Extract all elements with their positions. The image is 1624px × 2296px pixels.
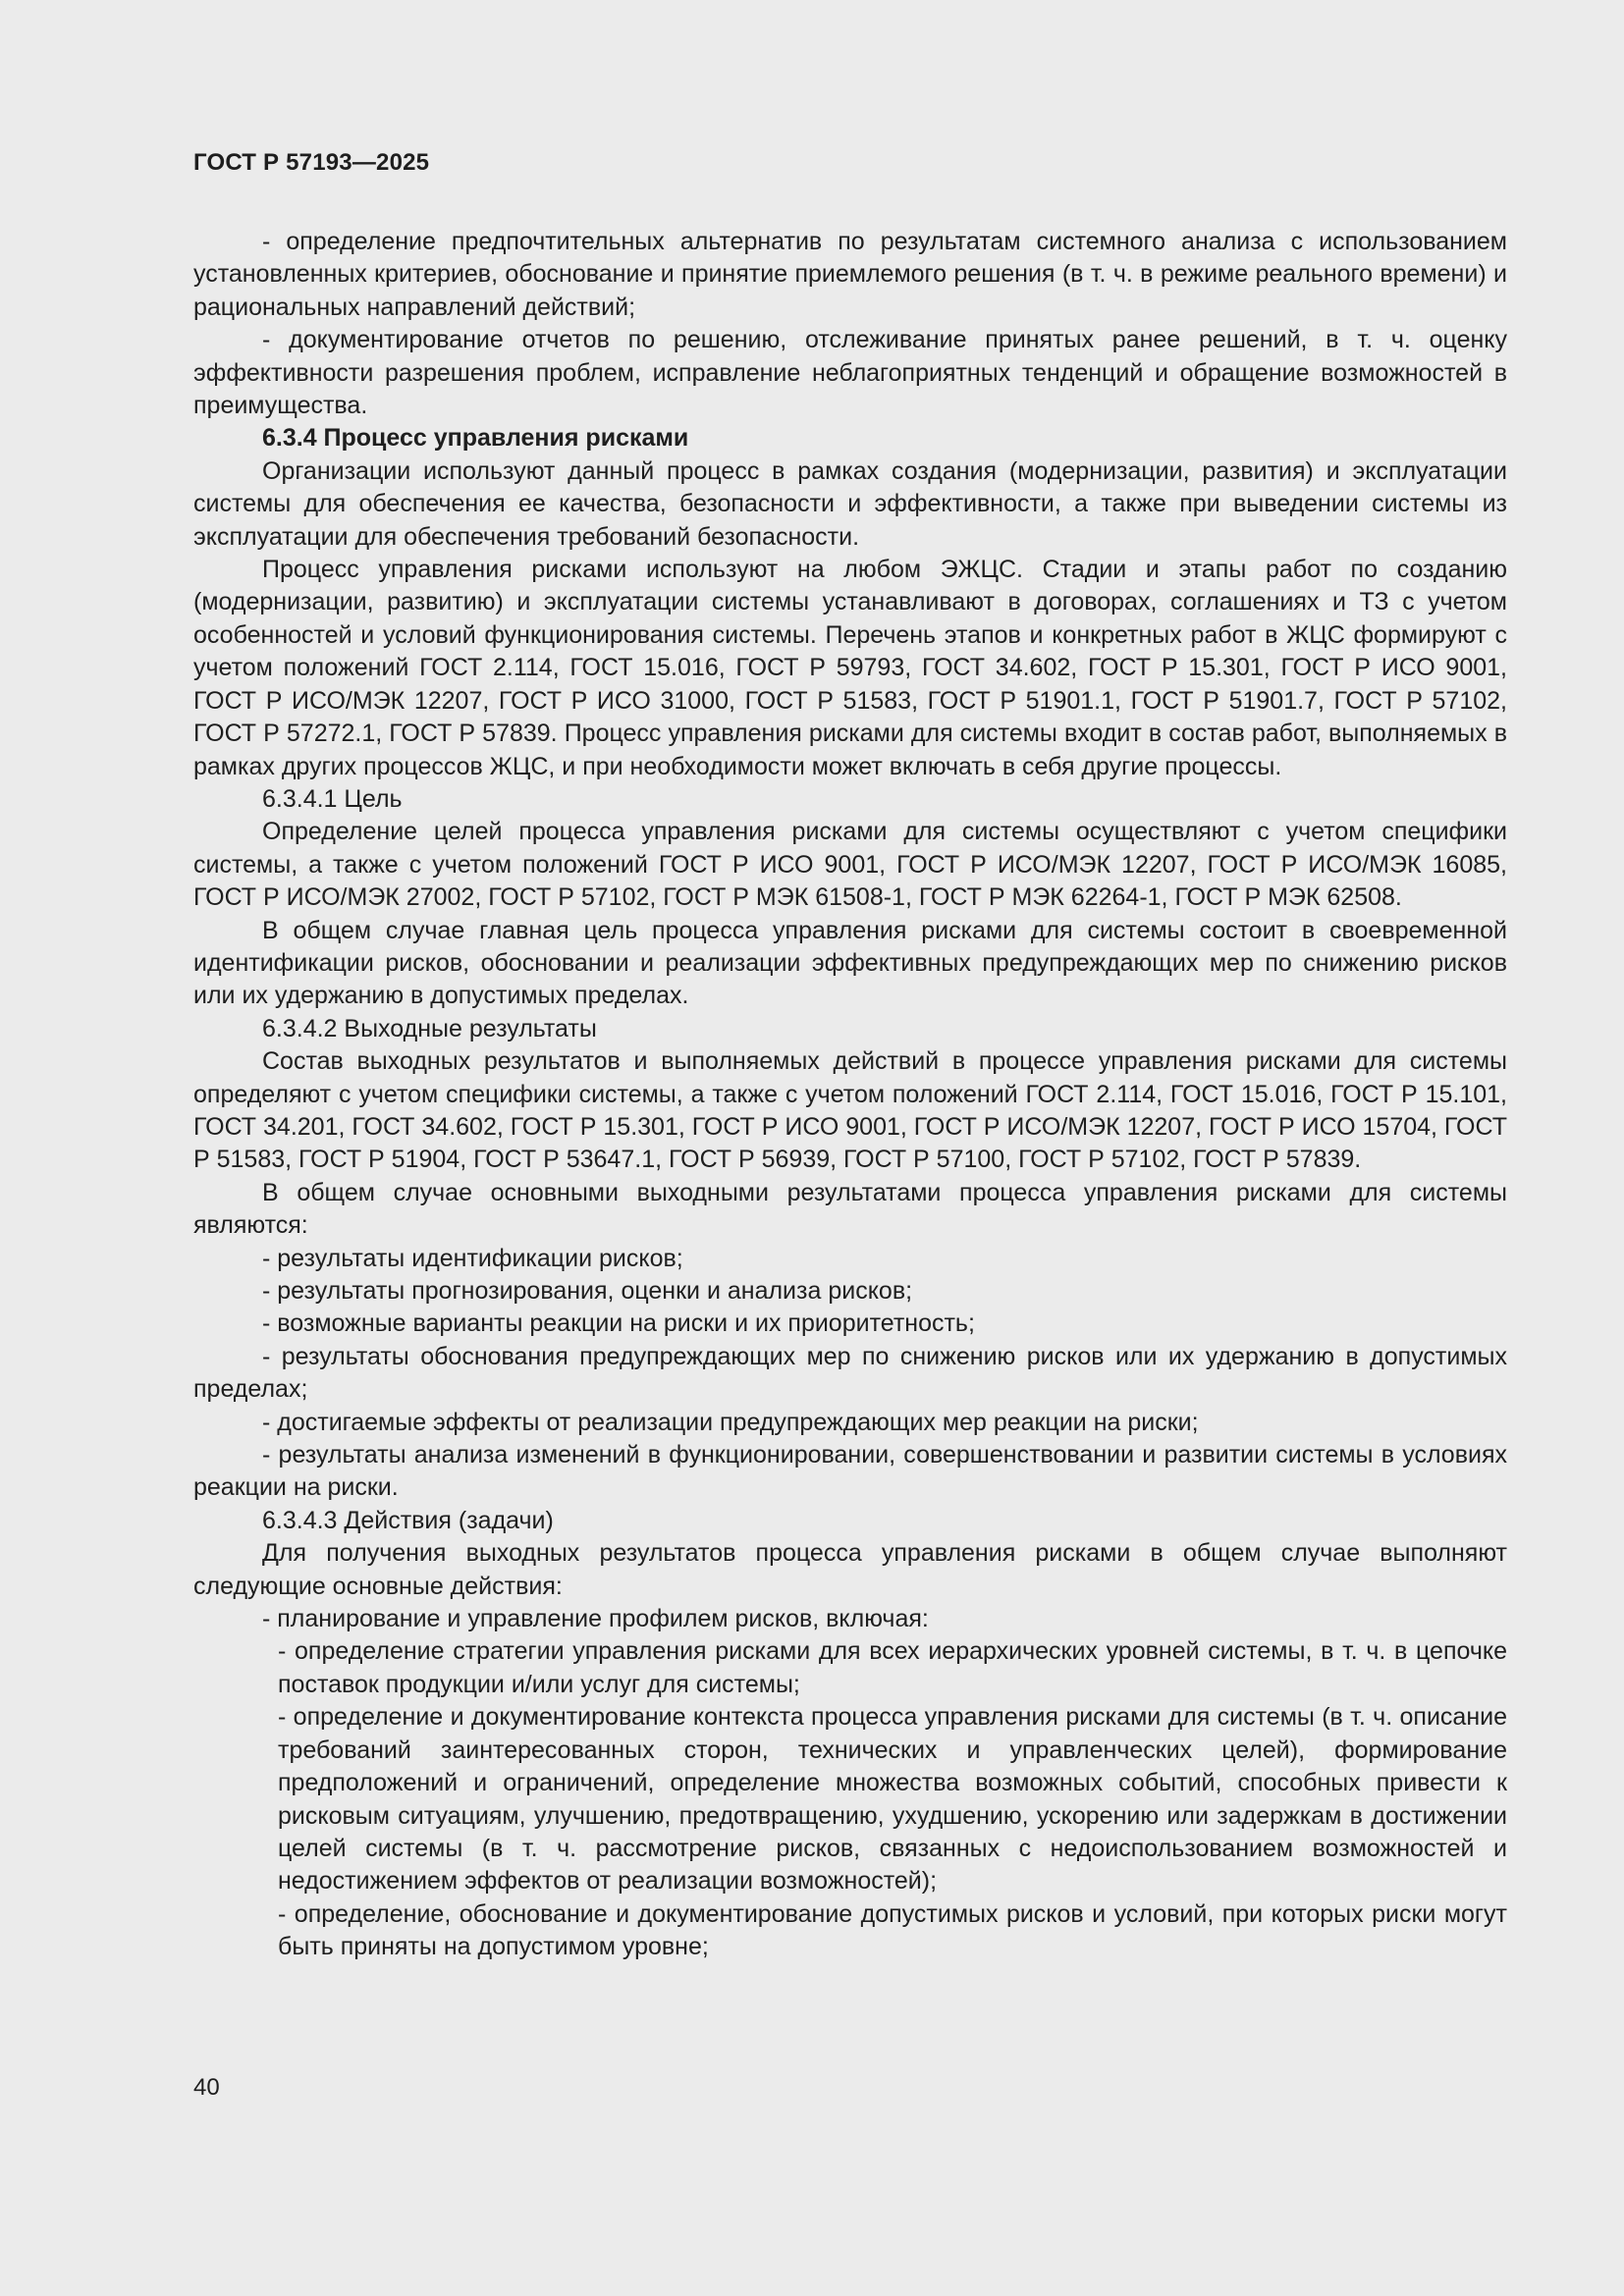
list-item: - результаты обоснования предупреждающих мер по снижению рисков или их удержанию в допустимых пределах; — [193, 1342, 1507, 1404]
paragraph: - определение предпочтительных альтернатив по результатам системного анализа с использованием установленных критериев, обоснование и принятие приемлемого решения (в т. ч. в режиме реального времени) и рациональных направлений действий; — [193, 228, 1507, 321]
page-number: 40 — [193, 2074, 220, 2101]
list-item: - достигаемые эффекты от реализации предупреждающих мер реакции на риски; — [262, 1408, 1199, 1436]
paragraph: В общем случае главная цель процесса управления рисками для системы состоит в своевременной идентификации рисков, обосновании и реализации эффективных предупреждающих мер по снижению рисков или их удержанию в допустимых пределах. — [193, 916, 1507, 1010]
subsection-heading: 6.3.4.2 Выходные результаты — [262, 1014, 597, 1042]
sub-list-item: - определение, обоснование и документирование допустимых рисков и условий, при которых риски могут быть приняты на допустимом уровне; — [278, 1899, 1507, 1961]
paragraph: В общем случае основными выходными результатами процесса управления рисками для системы являются: — [193, 1178, 1507, 1240]
document-header: ГОСТ Р 57193—2025 — [193, 149, 430, 176]
list-item: - результаты прогнозирования, оценки и анализа рисков; — [262, 1277, 913, 1305]
sub-list-item: - определение стратегии управления рисками для всех иерархических уровней системы, в т. ч. в цепочке поставок продукции и/или услуг для системы; — [278, 1637, 1507, 1698]
paragraph: Процесс управления рисками используют на любом ЭЖЦС. Стадии и этапы работ по созданию (модернизации, развитию) и эксплуатации системы устанавливают в договорах, соглашениях и ТЗ с учетом особенностей и условий функционирования системы. Перечень этапов и конкретных работ в ЖЦС формируют с учетом положений ГОСТ 2.114, ГОСТ 15.016, ГОСТ Р 59793, ГОСТ 34.602, ГОСТ Р 15.301, ГОСТ Р ИСО 9001, ГОСТ Р ИСО/МЭК 12207, ГОСТ Р ИСО 31000, ГОСТ Р 51583, ГОСТ Р 51901.1, ГОСТ Р 51901.7, ГОСТ Р 57102, ГОСТ Р 57272.1, ГОСТ Р 57839. Процесс управления рисками для системы входит в состав работ, выполняемых в рамках других процессов ЖЦС, и при необходимости может включать в себя другие процессы. — [193, 556, 1507, 780]
list-item: - результаты идентификации рисков; — [262, 1244, 683, 1272]
list-item: - возможные варианты реакции на риски и их приоритетность; — [262, 1309, 975, 1338]
subsection-heading: 6.3.4.3 Действия (задачи) — [262, 1506, 554, 1534]
paragraph: Для получения выходных результатов процесса управления рисками в общем случае выполняют следующие основные действия: — [193, 1539, 1507, 1600]
list-item: - результаты анализа изменений в функционировании, совершенствовании и развитии системы в условиях реакции на риски. — [193, 1441, 1507, 1502]
paragraph: Состав выходных результатов и выполняемых действий в процессе управления рисками для системы определяют с учетом специфики системы, а также с учетом положений ГОСТ 2.114, ГОСТ 15.016, ГОСТ Р 15.101, ГОСТ 34.201, ГОСТ 34.602, ГОСТ Р 15.301, ГОСТ Р ИСО 9001, ГОСТ Р ИСО/МЭК 12207, ГОСТ Р ИСО 15704, ГОСТ Р 51583, ГОСТ Р 51904, ГОСТ Р 53647.1, ГОСТ Р 56939, ГОСТ Р 57100, ГОСТ Р 57102, ГОСТ Р 57839. — [193, 1047, 1507, 1174]
paragraph: Организации используют данный процесс в рамках создания (модернизации, развития) и эксплуатации системы для обеспечения ее качества, безопасности и эффективности, а также при выведении системы из эксплуатации для обеспечения требований безопасности. — [193, 456, 1507, 551]
paragraph: - документирование отчетов по решению, отслеживание принятых ранее решений, в т. ч. оценку эффективности разрешения проблем, исправление неблагоприятных тенденций и обращение возможностей в преимущества. — [193, 326, 1507, 420]
section-heading: 6.3.4 Процесс управления рисками — [262, 424, 689, 453]
subsection-heading: 6.3.4.1 Цель — [262, 784, 403, 813]
document-body — [193, 226, 1507, 1964]
sub-list-item: - определение и документирование контекста процесса управления рисками для системы (в т. ч. описание требований заинтересованных сторон, технических и управленческих целей), формирование предположений и ограничений, определение множества возможных событий, способных привести к рисковым ситуациям, улучшению, предотвращению, ухудшению, ускорению или задержкам в достижении целей системы (в т. ч. рассмотрение рисков, связанных с недоиспользованием возможностей и недостижением эффектов от реализации возможностей); — [278, 1703, 1507, 1896]
paragraph: Определение целей процесса управления рисками для системы осуществляют с учетом специфики системы, а также с учетом положений ГОСТ Р ИСО 9001, ГОСТ Р ИСО/МЭК 12207, ГОСТ Р ИСО/МЭК 16085, ГОСТ Р ИСО/МЭК 27002, ГОСТ Р 57102, ГОСТ Р МЭК 61508-1, ГОСТ Р МЭК 62264-1, ГОСТ Р МЭК 62508. — [193, 818, 1507, 912]
list-item: - планирование и управление профилем рисков, включая: — [262, 1605, 929, 1633]
